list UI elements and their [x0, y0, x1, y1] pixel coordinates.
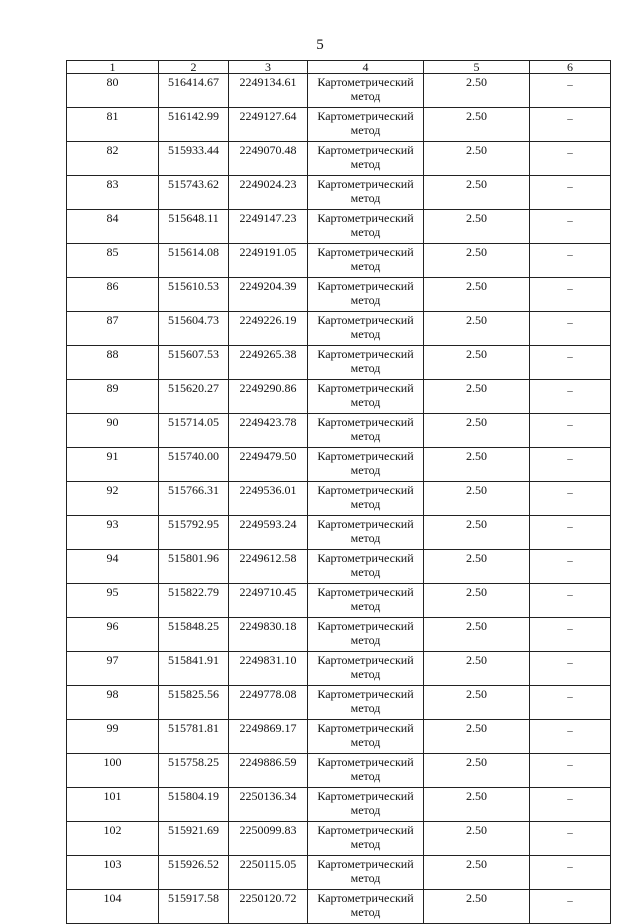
error-cell: 2.50	[424, 788, 530, 822]
x-coordinate-cell: 515766.31	[159, 482, 229, 516]
table-row	[67, 652, 611, 686]
y-coordinate-cell: 2249423.78	[229, 414, 308, 448]
point-number-cell: 88	[67, 346, 159, 380]
method-cell: Картометрический метод	[308, 788, 424, 822]
y-coordinate-cell: 2249710.45	[229, 584, 308, 618]
y-coordinate-cell: 2249070.48	[229, 142, 308, 176]
error-cell: 2.50	[424, 652, 530, 686]
note-cell: –	[530, 754, 611, 788]
table-row	[67, 380, 611, 414]
point-number-cell: 103	[67, 856, 159, 890]
method-cell: Картометрический метод	[308, 448, 424, 482]
point-number-cell: 102	[67, 822, 159, 856]
note-cell: –	[530, 584, 611, 618]
y-coordinate-cell: 2249191.05	[229, 244, 308, 278]
note-cell: –	[530, 516, 611, 550]
table-row	[67, 516, 611, 550]
error-cell: 2.50	[424, 686, 530, 720]
column-number: 5	[424, 61, 530, 74]
error-cell: 2.50	[424, 414, 530, 448]
table-row	[67, 346, 611, 380]
error-cell: 2.50	[424, 74, 530, 108]
note-cell: –	[530, 618, 611, 652]
error-cell: 2.50	[424, 550, 530, 584]
point-number-cell: 99	[67, 720, 159, 754]
method-cell: Картометрический метод	[308, 244, 424, 278]
table-row	[67, 74, 611, 108]
error-cell: 2.50	[424, 312, 530, 346]
x-coordinate-cell: 515607.53	[159, 346, 229, 380]
table-row	[67, 550, 611, 584]
error-cell: 2.50	[424, 822, 530, 856]
error-cell: 2.50	[424, 720, 530, 754]
table-row	[67, 142, 611, 176]
note-cell: –	[530, 108, 611, 142]
point-number-cell: 104	[67, 890, 159, 924]
x-coordinate-cell: 515648.11	[159, 210, 229, 244]
x-coordinate-cell: 515792.95	[159, 516, 229, 550]
error-cell: 2.50	[424, 210, 530, 244]
method-cell: Картометрический метод	[308, 856, 424, 890]
x-coordinate-cell: 515841.91	[159, 652, 229, 686]
note-cell: –	[530, 686, 611, 720]
method-cell: Картометрический метод	[308, 108, 424, 142]
coordinates-table	[66, 60, 611, 924]
note-cell: –	[530, 142, 611, 176]
note-cell: –	[530, 788, 611, 822]
x-coordinate-cell: 516142.99	[159, 108, 229, 142]
method-cell: Картометрический метод	[308, 312, 424, 346]
point-number-cell: 101	[67, 788, 159, 822]
x-coordinate-cell: 515781.81	[159, 720, 229, 754]
point-number-cell: 96	[67, 618, 159, 652]
y-coordinate-cell: 2249831.10	[229, 652, 308, 686]
y-coordinate-cell: 2249265.38	[229, 346, 308, 380]
x-coordinate-cell: 515614.08	[159, 244, 229, 278]
x-coordinate-cell: 515804.19	[159, 788, 229, 822]
y-coordinate-cell: 2250099.83	[229, 822, 308, 856]
x-coordinate-cell: 515714.05	[159, 414, 229, 448]
note-cell: –	[530, 312, 611, 346]
column-number: 3	[229, 61, 308, 74]
method-cell: Картометрический метод	[308, 550, 424, 584]
error-cell: 2.50	[424, 856, 530, 890]
column-number: 2	[159, 61, 229, 74]
y-coordinate-cell: 2249869.17	[229, 720, 308, 754]
y-coordinate-cell: 2249147.23	[229, 210, 308, 244]
point-number-cell: 90	[67, 414, 159, 448]
error-cell: 2.50	[424, 754, 530, 788]
method-cell: Картометрический метод	[308, 822, 424, 856]
y-coordinate-cell: 2249204.39	[229, 278, 308, 312]
table-row	[67, 720, 611, 754]
x-coordinate-cell: 515933.44	[159, 142, 229, 176]
note-cell: –	[530, 278, 611, 312]
method-cell: Картометрический метод	[308, 584, 424, 618]
method-cell: Картометрический метод	[308, 890, 424, 924]
point-number-cell: 84	[67, 210, 159, 244]
page-number: 5	[316, 37, 324, 53]
error-cell: 2.50	[424, 448, 530, 482]
error-cell: 2.50	[424, 482, 530, 516]
method-cell: Картометрический метод	[308, 176, 424, 210]
table-body	[67, 74, 611, 924]
note-cell: –	[530, 176, 611, 210]
table-row	[67, 822, 611, 856]
error-cell: 2.50	[424, 346, 530, 380]
x-coordinate-cell: 515825.56	[159, 686, 229, 720]
y-coordinate-cell: 2250136.34	[229, 788, 308, 822]
note-cell: –	[530, 652, 611, 686]
table-row	[67, 856, 611, 890]
table-row	[67, 754, 611, 788]
point-number-cell: 85	[67, 244, 159, 278]
error-cell: 2.50	[424, 278, 530, 312]
error-cell: 2.50	[424, 618, 530, 652]
table-row	[67, 414, 611, 448]
x-coordinate-cell: 515921.69	[159, 822, 229, 856]
table-row	[67, 210, 611, 244]
y-coordinate-cell: 2249479.50	[229, 448, 308, 482]
method-cell: Картометрический метод	[308, 482, 424, 516]
note-cell: –	[530, 822, 611, 856]
table-row	[67, 176, 611, 210]
table-row	[67, 788, 611, 822]
error-cell: 2.50	[424, 584, 530, 618]
x-coordinate-cell: 515743.62	[159, 176, 229, 210]
error-cell: 2.50	[424, 108, 530, 142]
y-coordinate-cell: 2249593.24	[229, 516, 308, 550]
x-coordinate-cell: 515917.58	[159, 890, 229, 924]
y-coordinate-cell: 2249536.01	[229, 482, 308, 516]
error-cell: 2.50	[424, 380, 530, 414]
point-number-cell: 87	[67, 312, 159, 346]
note-cell: –	[530, 244, 611, 278]
point-number-cell: 92	[67, 482, 159, 516]
y-coordinate-cell: 2249290.86	[229, 380, 308, 414]
y-coordinate-cell: 2250115.05	[229, 856, 308, 890]
y-coordinate-cell: 2249778.08	[229, 686, 308, 720]
x-coordinate-cell: 515610.53	[159, 278, 229, 312]
point-number-cell: 97	[67, 652, 159, 686]
method-cell: Картометрический метод	[308, 414, 424, 448]
error-cell: 2.50	[424, 516, 530, 550]
point-number-cell: 80	[67, 74, 159, 108]
table-row	[67, 448, 611, 482]
note-cell: –	[530, 448, 611, 482]
x-coordinate-cell: 516414.67	[159, 74, 229, 108]
method-cell: Картометрический метод	[308, 346, 424, 380]
method-cell: Картометрический метод	[308, 754, 424, 788]
table-row	[67, 482, 611, 516]
y-coordinate-cell: 2249886.59	[229, 754, 308, 788]
point-number-cell: 81	[67, 108, 159, 142]
method-cell: Картометрический метод	[308, 652, 424, 686]
note-cell: –	[530, 414, 611, 448]
y-coordinate-cell: 2249127.64	[229, 108, 308, 142]
method-cell: Картометрический метод	[308, 618, 424, 652]
table-row	[67, 312, 611, 346]
method-cell: Картометрический метод	[308, 516, 424, 550]
x-coordinate-cell: 515604.73	[159, 312, 229, 346]
point-number-cell: 83	[67, 176, 159, 210]
x-coordinate-cell: 515848.25	[159, 618, 229, 652]
note-cell: –	[530, 346, 611, 380]
method-cell: Картометрический метод	[308, 380, 424, 414]
x-coordinate-cell: 515758.25	[159, 754, 229, 788]
x-coordinate-cell: 515740.00	[159, 448, 229, 482]
method-cell: Картометрический метод	[308, 278, 424, 312]
y-coordinate-cell: 2249612.58	[229, 550, 308, 584]
x-coordinate-cell: 515801.96	[159, 550, 229, 584]
point-number-cell: 86	[67, 278, 159, 312]
note-cell: –	[530, 482, 611, 516]
table-row	[67, 618, 611, 652]
note-cell: –	[530, 550, 611, 584]
x-coordinate-cell: 515926.52	[159, 856, 229, 890]
error-cell: 2.50	[424, 244, 530, 278]
point-number-cell: 93	[67, 516, 159, 550]
method-cell: Картометрический метод	[308, 686, 424, 720]
point-number-cell: 100	[67, 754, 159, 788]
table-row	[67, 278, 611, 312]
method-cell: Картометрический метод	[308, 74, 424, 108]
point-number-cell: 95	[67, 584, 159, 618]
note-cell: –	[530, 720, 611, 754]
error-cell: 2.50	[424, 890, 530, 924]
note-cell: –	[530, 856, 611, 890]
table-row	[67, 244, 611, 278]
error-cell: 2.50	[424, 142, 530, 176]
column-number: 1	[67, 61, 159, 74]
y-coordinate-cell: 2249830.18	[229, 618, 308, 652]
x-coordinate-cell: 515822.79	[159, 584, 229, 618]
y-coordinate-cell: 2249226.19	[229, 312, 308, 346]
table-row	[67, 686, 611, 720]
table-row	[67, 890, 611, 924]
error-cell: 2.50	[424, 176, 530, 210]
x-coordinate-cell: 515620.27	[159, 380, 229, 414]
y-coordinate-cell: 2249024.23	[229, 176, 308, 210]
y-coordinate-cell: 2249134.61	[229, 74, 308, 108]
column-number-row	[67, 61, 611, 74]
table-row	[67, 108, 611, 142]
point-number-cell: 82	[67, 142, 159, 176]
note-cell: –	[530, 890, 611, 924]
point-number-cell: 98	[67, 686, 159, 720]
y-coordinate-cell: 2250120.72	[229, 890, 308, 924]
method-cell: Картометрический метод	[308, 210, 424, 244]
point-number-cell: 89	[67, 380, 159, 414]
method-cell: Картометрический метод	[308, 142, 424, 176]
note-cell: –	[530, 210, 611, 244]
note-cell: –	[530, 74, 611, 108]
column-number: 6	[530, 61, 611, 74]
table-row	[67, 584, 611, 618]
method-cell: Картометрический метод	[308, 720, 424, 754]
column-number: 4	[308, 61, 424, 74]
note-cell: –	[530, 380, 611, 414]
point-number-cell: 94	[67, 550, 159, 584]
point-number-cell: 91	[67, 448, 159, 482]
